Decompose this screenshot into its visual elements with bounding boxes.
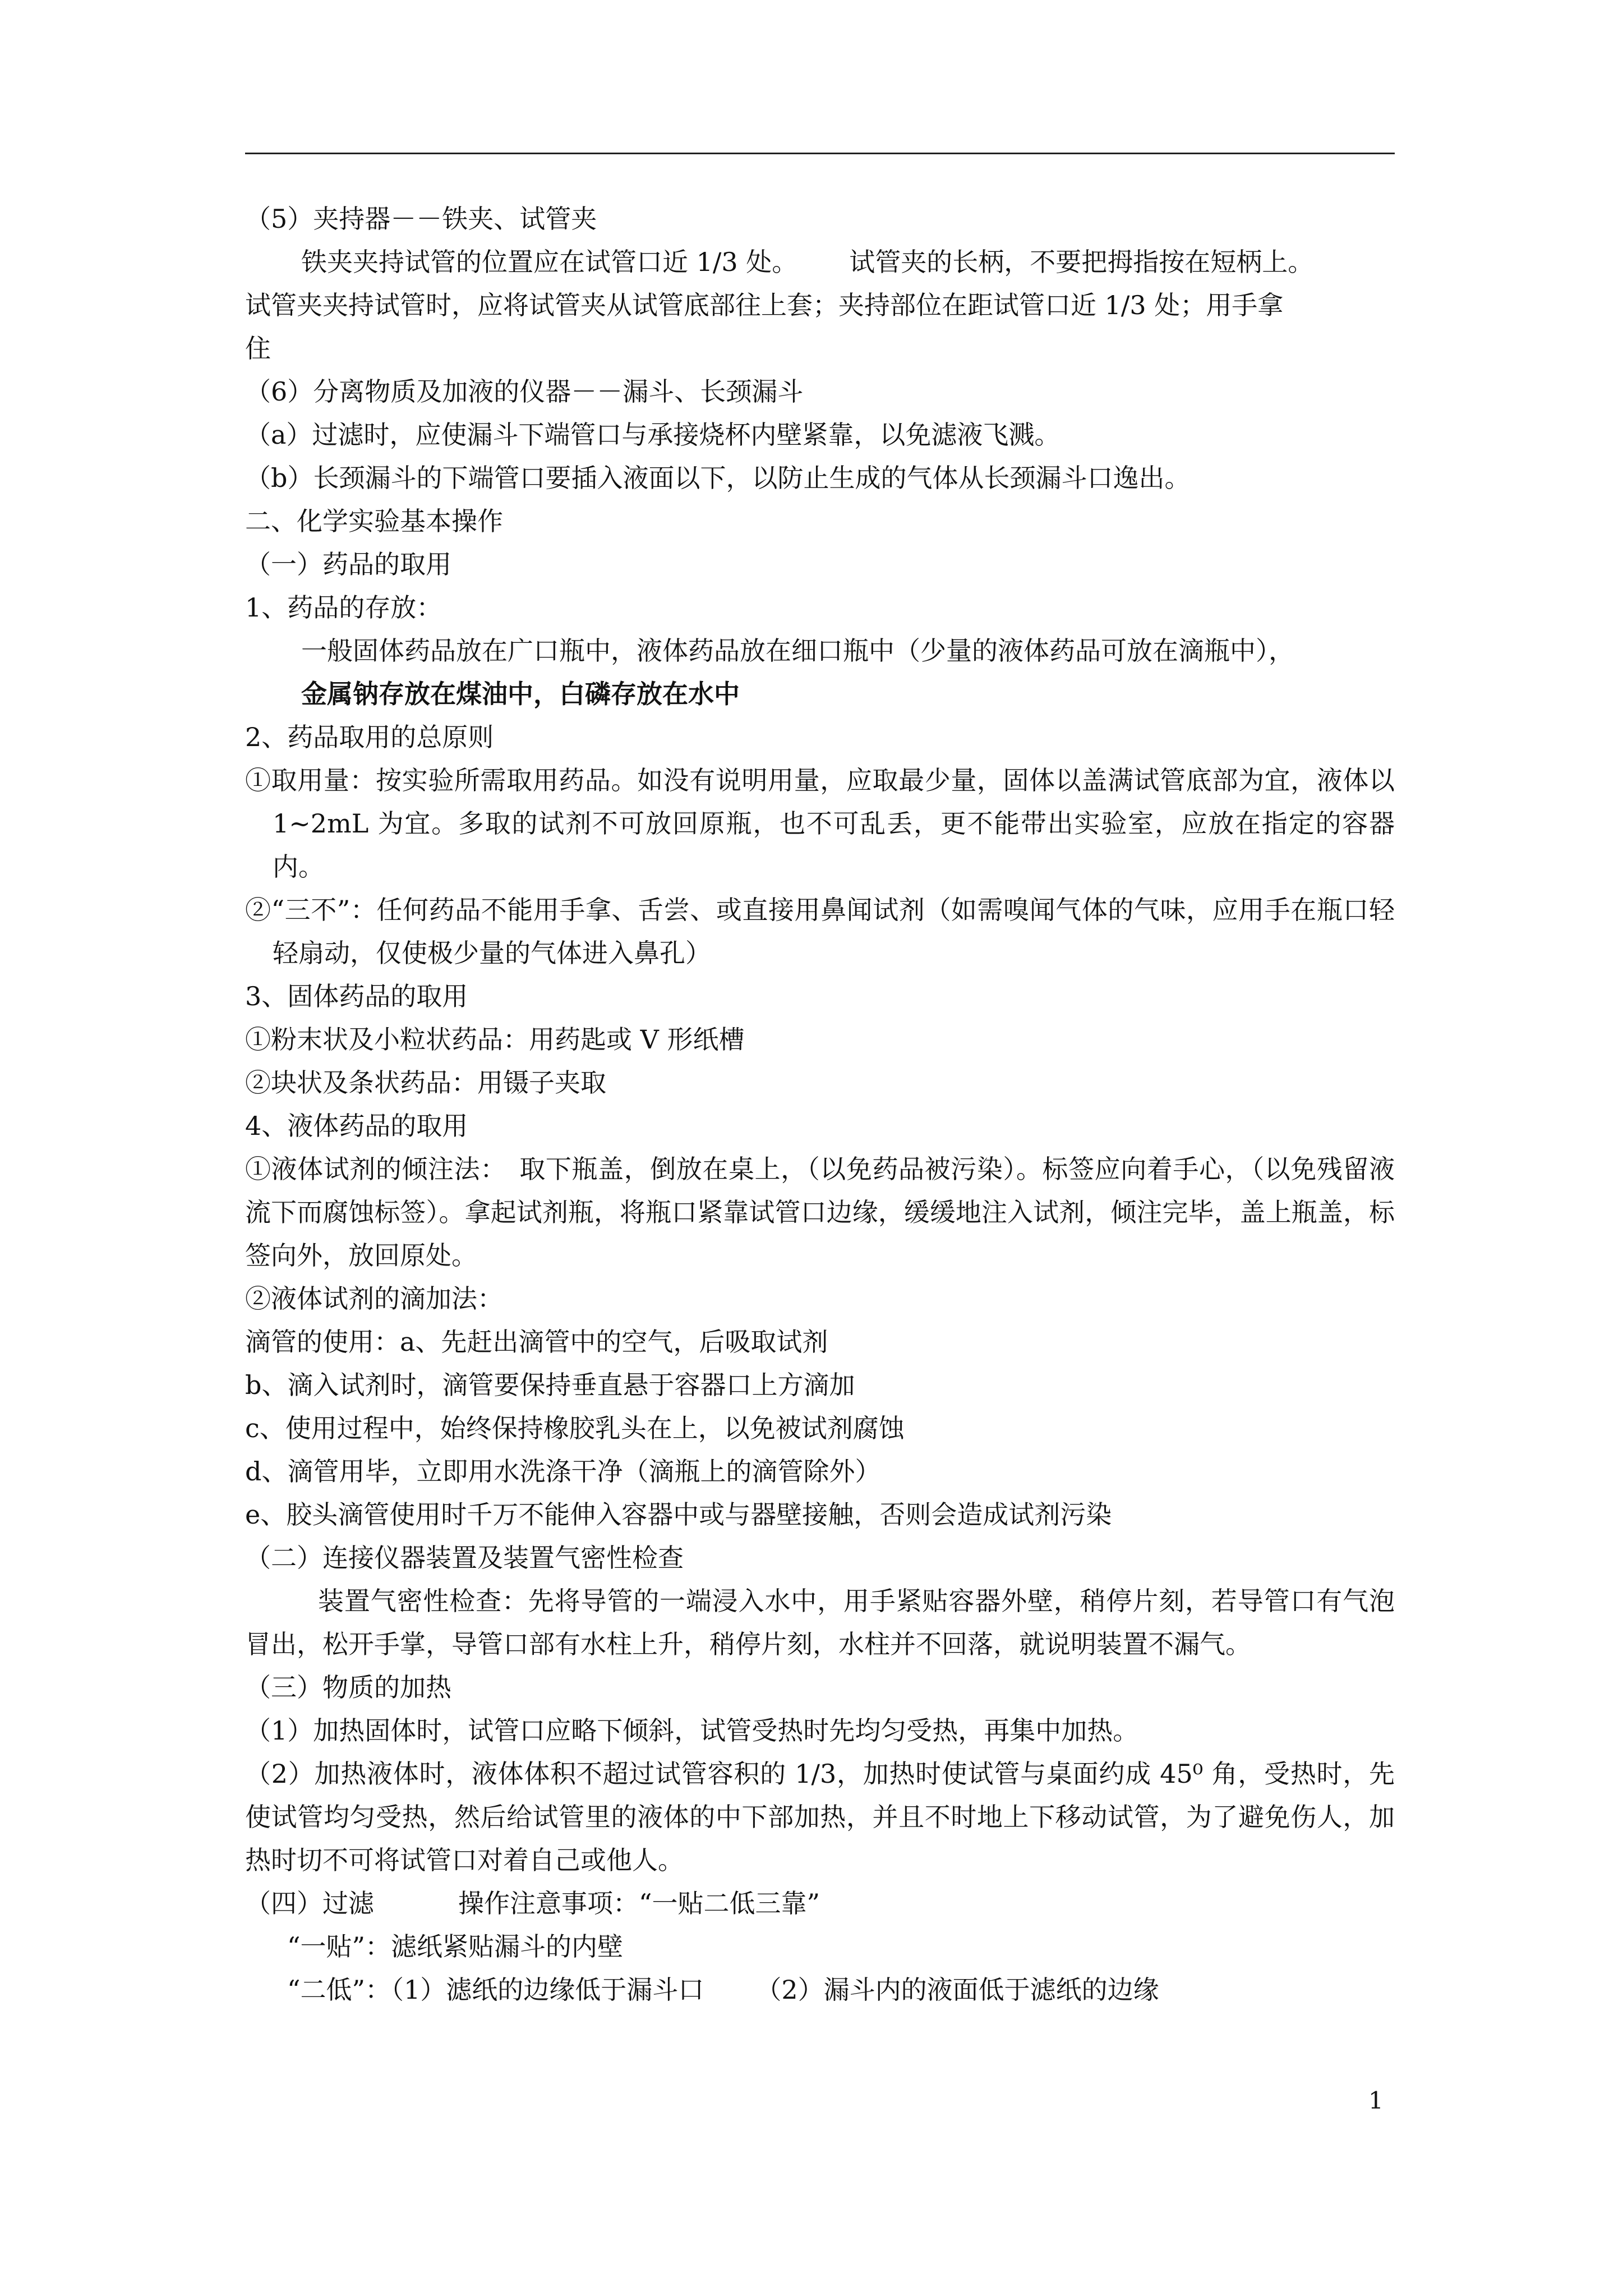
text-line: “一贴”：滤纸紧贴漏斗的内壁 [287,1931,624,1962]
text-line: c、使用过程中，始终保持橡胶乳头在上，以免被试剂腐蚀 [245,1413,905,1443]
subsection-heading: （三）物质的加热 [245,1672,451,1703]
text-segment: 铁夹夹持试管的位置应在试管口近 1/3 处。 [301,247,798,277]
text-line [245,1968,1395,2012]
page-number: 1 [1368,2087,1384,2114]
header-rule [245,153,1395,154]
text-line [245,1882,1395,1925]
paragraph: （2）加热液体时，液体体积不超过试管容积的 1/3，加热时使试管与桌面约成 45⁰ 角，受热时，先使试管均匀受热，然后给试管里的液体的中下部加热，并且不时地上下移动试管，为了避免伤人，加热时切不可将试管口对着自己或他人。 [245,1759,1395,1875]
text-line: 滴管的使用：a、先赶出滴管中的空气，后吸取试剂 [245,1327,828,1357]
bold-line: 金属钠存放在煤油中，白磷存放在水中 [301,679,740,709]
paragraph: 装置气密性检查：先将导管的一端浸入水中，用手紧贴容器外壁，稍停片刻，若导管口有气泡冒出，松开手掌，导管口部有水柱上升，稍停片刻，水柱并不回落，就说明装置不漏气。 [245,1586,1395,1659]
text-segment: （2）漏斗内的液面低于滤纸的边缘 [755,1975,1159,2005]
text-line: 住 [245,333,271,364]
text-line [245,241,1395,284]
text-line: 试管夹夹持试管时，应将试管夹从试管底部往上套；夹持部位在距试管口近 1/3 处；用手拿 [245,290,1284,320]
text-line: 2、药品取用的总原则 [245,722,494,752]
text-line: （a）过滤时，应使漏斗下端管口与承接烧杯内壁紧靠，以免滤液飞溅。 [245,420,1061,450]
text-line: 1、药品的存放： [245,592,442,623]
subsection-heading: （一）药品的取用 [245,549,451,579]
subsection-heading: （二）连接仪器装置及装置气密性检查 [245,1543,684,1573]
text-line: （6）分离物质及加液的仪器－－漏斗、长颈漏斗 [245,376,804,407]
text-line: d、滴管用毕，立即用水洗涤干净（滴瓶上的滴管除外） [245,1456,881,1487]
text-segment: “二低”：（1）滤纸的边缘低于漏斗口 [287,1975,704,2005]
text-line: 3、固体药品的取用 [245,981,468,1011]
text-segment: 试管夹的长柄，不要把拇指按在短柄上。 [849,247,1314,277]
text-segment: 操作注意事项：“一贴二低三靠” [458,1888,820,1918]
paragraph: ②“三不”：任何药品不能用手拿、舌尝、或直接用鼻闻试剂（如需嗅闻气体的气味，应用手在瓶口轻轻扇动，仅使极少量的气体进入鼻孔） [245,895,1395,968]
text-line: b、滴入试剂时，滴管要保持垂直悬于容器口上方滴加 [245,1370,855,1400]
paragraph: ①液体试剂的倾注法： 取下瓶盖，倒放在桌上，（以免药品被污染）。标签应向着手心，（以免残留液流下而腐蚀标签）。拿起试剂瓶，将瓶口紧靠试管口边缘，缓缓地注入试剂，倾注完毕，盖上瓶盖，标签向外，放回原处。 [245,1154,1395,1271]
text-line: ①粉末状及小粒状药品：用药匙或 V 形纸槽 [245,1024,745,1055]
text-line: ②块状及条状药品：用镊子夹取 [245,1068,606,1098]
text-line: ②液体试剂的滴加法： [245,1283,503,1314]
text-line: （1）加热固体时，试管口应略下倾斜，试管受热时先均匀受热，再集中加热。 [245,1715,1139,1746]
text-line: （5）夹持器－－铁夹、试管夹 [245,204,597,234]
paragraph: 一般固体药品放在广口瓶中，液体药品放在细口瓶中（少量的液体药品可放在滴瓶中）， [301,636,1294,666]
text-line: （b）长颈漏斗的下端管口要插入液面以下，以防止生成的气体从长颈漏斗口逸出。 [245,463,1191,493]
paragraph: ①取用量：按实验所需取用药品。如没有说明用量，应取最少量，固体以盖满试管底部为宜，液体以 1~2mL 为宜。多取的试剂不可放回原瓶，也不可乱丢，更不能带出实验室，应放在指定的容器内。 [245,765,1395,882]
text-segment: （四）过滤 [245,1888,374,1918]
text-line: e、胶头滴管使用时千万不能伸入容器中或与器壁接触，否则会造成试剂污染 [245,1499,1112,1530]
section-heading: 二、化学实验基本操作 [245,506,503,536]
document-body [245,197,1395,2012]
text-line: 4、液体药品的取用 [245,1111,468,1141]
